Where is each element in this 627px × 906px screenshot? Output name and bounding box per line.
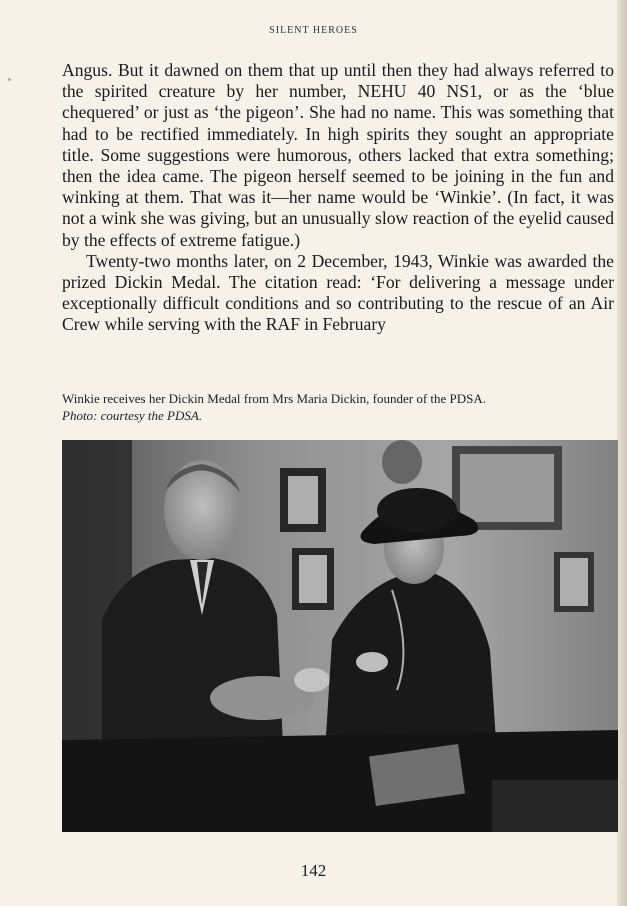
photograph bbox=[62, 440, 618, 832]
page-number: 142 bbox=[300, 861, 327, 880]
caption-text: Winkie receives her Dickin Medal from Mrs Maria Dickin, founder of the PDSA. bbox=[62, 391, 487, 406]
photo-caption bbox=[62, 390, 618, 424]
page-edge bbox=[617, 0, 627, 906]
photograph-illustration bbox=[62, 440, 618, 832]
running-head: SILENT HEROES bbox=[269, 25, 358, 36]
photo-credit: Photo: courtesy the PDSA. bbox=[62, 408, 203, 423]
body-text bbox=[62, 60, 614, 336]
paper-speck bbox=[8, 78, 11, 81]
paragraph: Angus. But it dawned on them that up until then they had always referred to the spirited creature by her number, NEHU 40 NS1, or as the ‘blue chequered’ or just as ‘the pigeon’. She had no name. This was something that had to be rectified immediately. In high spirits they sought an appropriate title. Some suggestions were humorous, others lacked that extra something; then the idea came. The pigeon herself seemed to be joining in the fun and winking at them. That was it—her name would be ‘Winkie’. (In fact, it was not a wink she was giving, but an unusually slow reaction of the eyelid caused by the effects of extreme fatigue.) bbox=[62, 60, 614, 250]
paragraph: Twenty-two months later, on 2 December, 1943, Winkie was awarded the prized Dickin Medal. The citation read: ‘For delivering a message under exceptionally difficult conditions and so contributing to the rescue of an Air Crew while serving with the RAF in February bbox=[62, 250, 614, 335]
